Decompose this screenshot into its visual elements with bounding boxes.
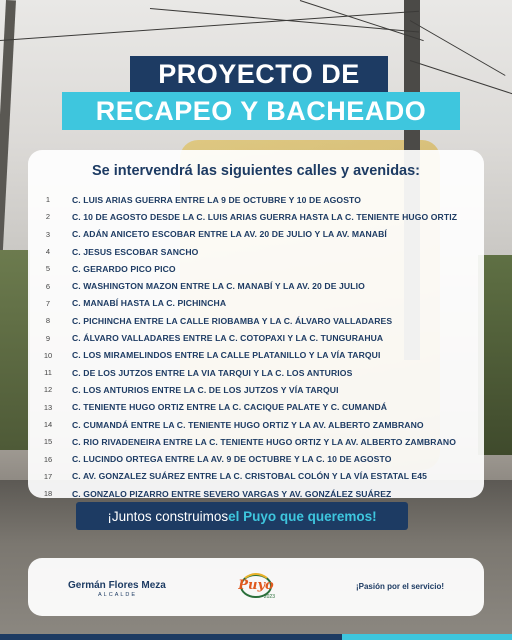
street-name: C. LOS MIRAMELINDOS ENTRE LA CALLE PLATANILLO Y LA VÍA TARQUI <box>72 350 381 361</box>
mayor-role: ALCALDE <box>98 592 138 598</box>
motto: ¡Pasión por el servicio! <box>355 582 444 591</box>
item-number: 7 <box>45 298 51 308</box>
street-name: C. LUIS ARIAS GUERRA ENTRE LA 9 DE OCTUBRE Y 10 DE AGOSTO <box>72 194 362 205</box>
slogan-highlight: el Puyo que queremos! <box>228 508 377 524</box>
street-name: C. GONZALO PIZARRO ENTRE SEVERO VARGAS Y AV. GONZÁLEZ SUÁREZ <box>72 488 392 499</box>
power-line <box>150 8 419 33</box>
title-line-1: PROYECTO DE <box>130 56 388 92</box>
list-item <box>28 416 484 433</box>
street-name: C. CUMANDÁ ENTRE LA C. TENIENTE HUGO ORTIZ Y LA AV. ALBERTO ZAMBRANO <box>72 419 424 430</box>
trees-left <box>0 250 30 450</box>
list-item <box>28 295 484 312</box>
list-item <box>28 364 484 381</box>
logo-text: Puyo <box>238 578 274 593</box>
street-name: C. JESUS ESCOBAR SANCHO <box>72 246 199 257</box>
item-number: 1 <box>45 195 51 205</box>
list-item <box>28 208 484 225</box>
slogan-text: ¡Juntos construimos <box>107 508 229 524</box>
list-item <box>28 329 484 346</box>
slogan-banner <box>76 502 408 530</box>
street-name: C. TENIENTE HUGO ORTIZ ENTRE LA C. CACIQUE PALATE Y C. CUMANDÁ <box>72 402 388 413</box>
item-number: 14 <box>43 420 53 429</box>
item-number: 18 <box>43 489 53 499</box>
street-name: C. DE LOS JUTZOS ENTRE LA VIA TARQUI Y LA C. LOS ANTURIOS <box>72 367 353 378</box>
mayor-name: Germán Flores Meza <box>68 580 166 591</box>
street-name: C. LUCINDO ORTEGA ENTRE LA AV. 9 DE OCTUBRE Y LA C. 10 DE AGOSTO <box>72 454 392 465</box>
item-number: 6 <box>45 281 51 291</box>
item-number: 11 <box>44 368 52 378</box>
logo-year: 2023 <box>263 594 275 600</box>
list-item <box>28 243 484 260</box>
list-item <box>28 468 484 485</box>
street-name: C. WASHINGTON MAZON ENTRE LA C. MANABÍ Y LA AV. 20 DE JULIO <box>72 281 365 292</box>
list-item <box>28 312 484 329</box>
footer-card <box>28 558 484 616</box>
item-number: 2 <box>45 212 51 222</box>
item-number: 3 <box>45 229 51 239</box>
list-item <box>28 485 484 502</box>
item-number: 8 <box>45 316 51 326</box>
list-item <box>28 226 484 243</box>
street-name: C. LOS ANTURIOS ENTRE LA C. DE LOS JUTZOS Y VÍA TARQUI <box>72 384 339 395</box>
power-line <box>410 20 506 76</box>
puyo-logo-icon <box>233 570 279 604</box>
bottom-color-bar <box>0 634 512 640</box>
list-item <box>28 381 484 398</box>
list-item <box>28 433 484 450</box>
title-line-2: RECAPEO Y BACHEADO <box>62 92 460 130</box>
bottom-bar-navy <box>0 634 342 640</box>
street-name: C. 10 DE AGOSTO DESDE LA C. LUIS ARIAS GUERRA HASTA LA C. TENIENTE HUGO ORTIZ <box>72 211 458 222</box>
item-number: 10 <box>43 350 53 360</box>
item-number: 13 <box>43 402 53 412</box>
streets-panel <box>28 150 484 498</box>
item-number: 12 <box>43 385 53 395</box>
item-number: 16 <box>43 454 53 464</box>
streets-list <box>28 191 484 502</box>
item-number: 9 <box>45 333 51 343</box>
list-item <box>28 260 484 277</box>
street-name: C. GERARDO PICO PICO <box>72 263 176 274</box>
street-name: C. RIO RIVADENEIRA ENTRE LA C. TENIENTE HUGO ORTIZ Y LA AV. ALBERTO ZAMBRANO <box>72 436 456 447</box>
list-heading: Se intervendrá las siguientes calles y avenidas: <box>91 163 421 179</box>
item-number: 5 <box>45 264 51 274</box>
street-name: C. PICHINCHA ENTRE LA CALLE RIOBAMBA Y LA C. ÁLVARO VALLADARES <box>72 315 393 326</box>
item-number: 15 <box>43 437 53 447</box>
street-name: C. AV. GONZALEZ SUÁREZ ENTRE LA C. CRISTOBAL COLÓN Y LA VÍA ESTATAL E45 <box>72 471 428 482</box>
street-name: C. ADÁN ANICETO ESCOBAR ENTRE LA AV. 20 DE JULIO Y LA AV. MANABÍ <box>72 229 387 240</box>
power-line <box>410 60 512 95</box>
list-item <box>28 277 484 294</box>
list-item <box>28 191 484 208</box>
street-name: C. MANABÍ HASTA LA C. PICHINCHA <box>72 298 227 309</box>
street-name: C. ÁLVARO VALLADARES ENTRE LA C. COTOPAXI Y LA C. TUNGURAHUA <box>72 333 384 344</box>
list-item <box>28 450 484 467</box>
item-number: 17 <box>43 471 53 481</box>
item-number: 4 <box>45 247 51 257</box>
bottom-bar-cyan <box>342 634 512 640</box>
list-item <box>28 347 484 364</box>
list-item <box>28 399 484 416</box>
